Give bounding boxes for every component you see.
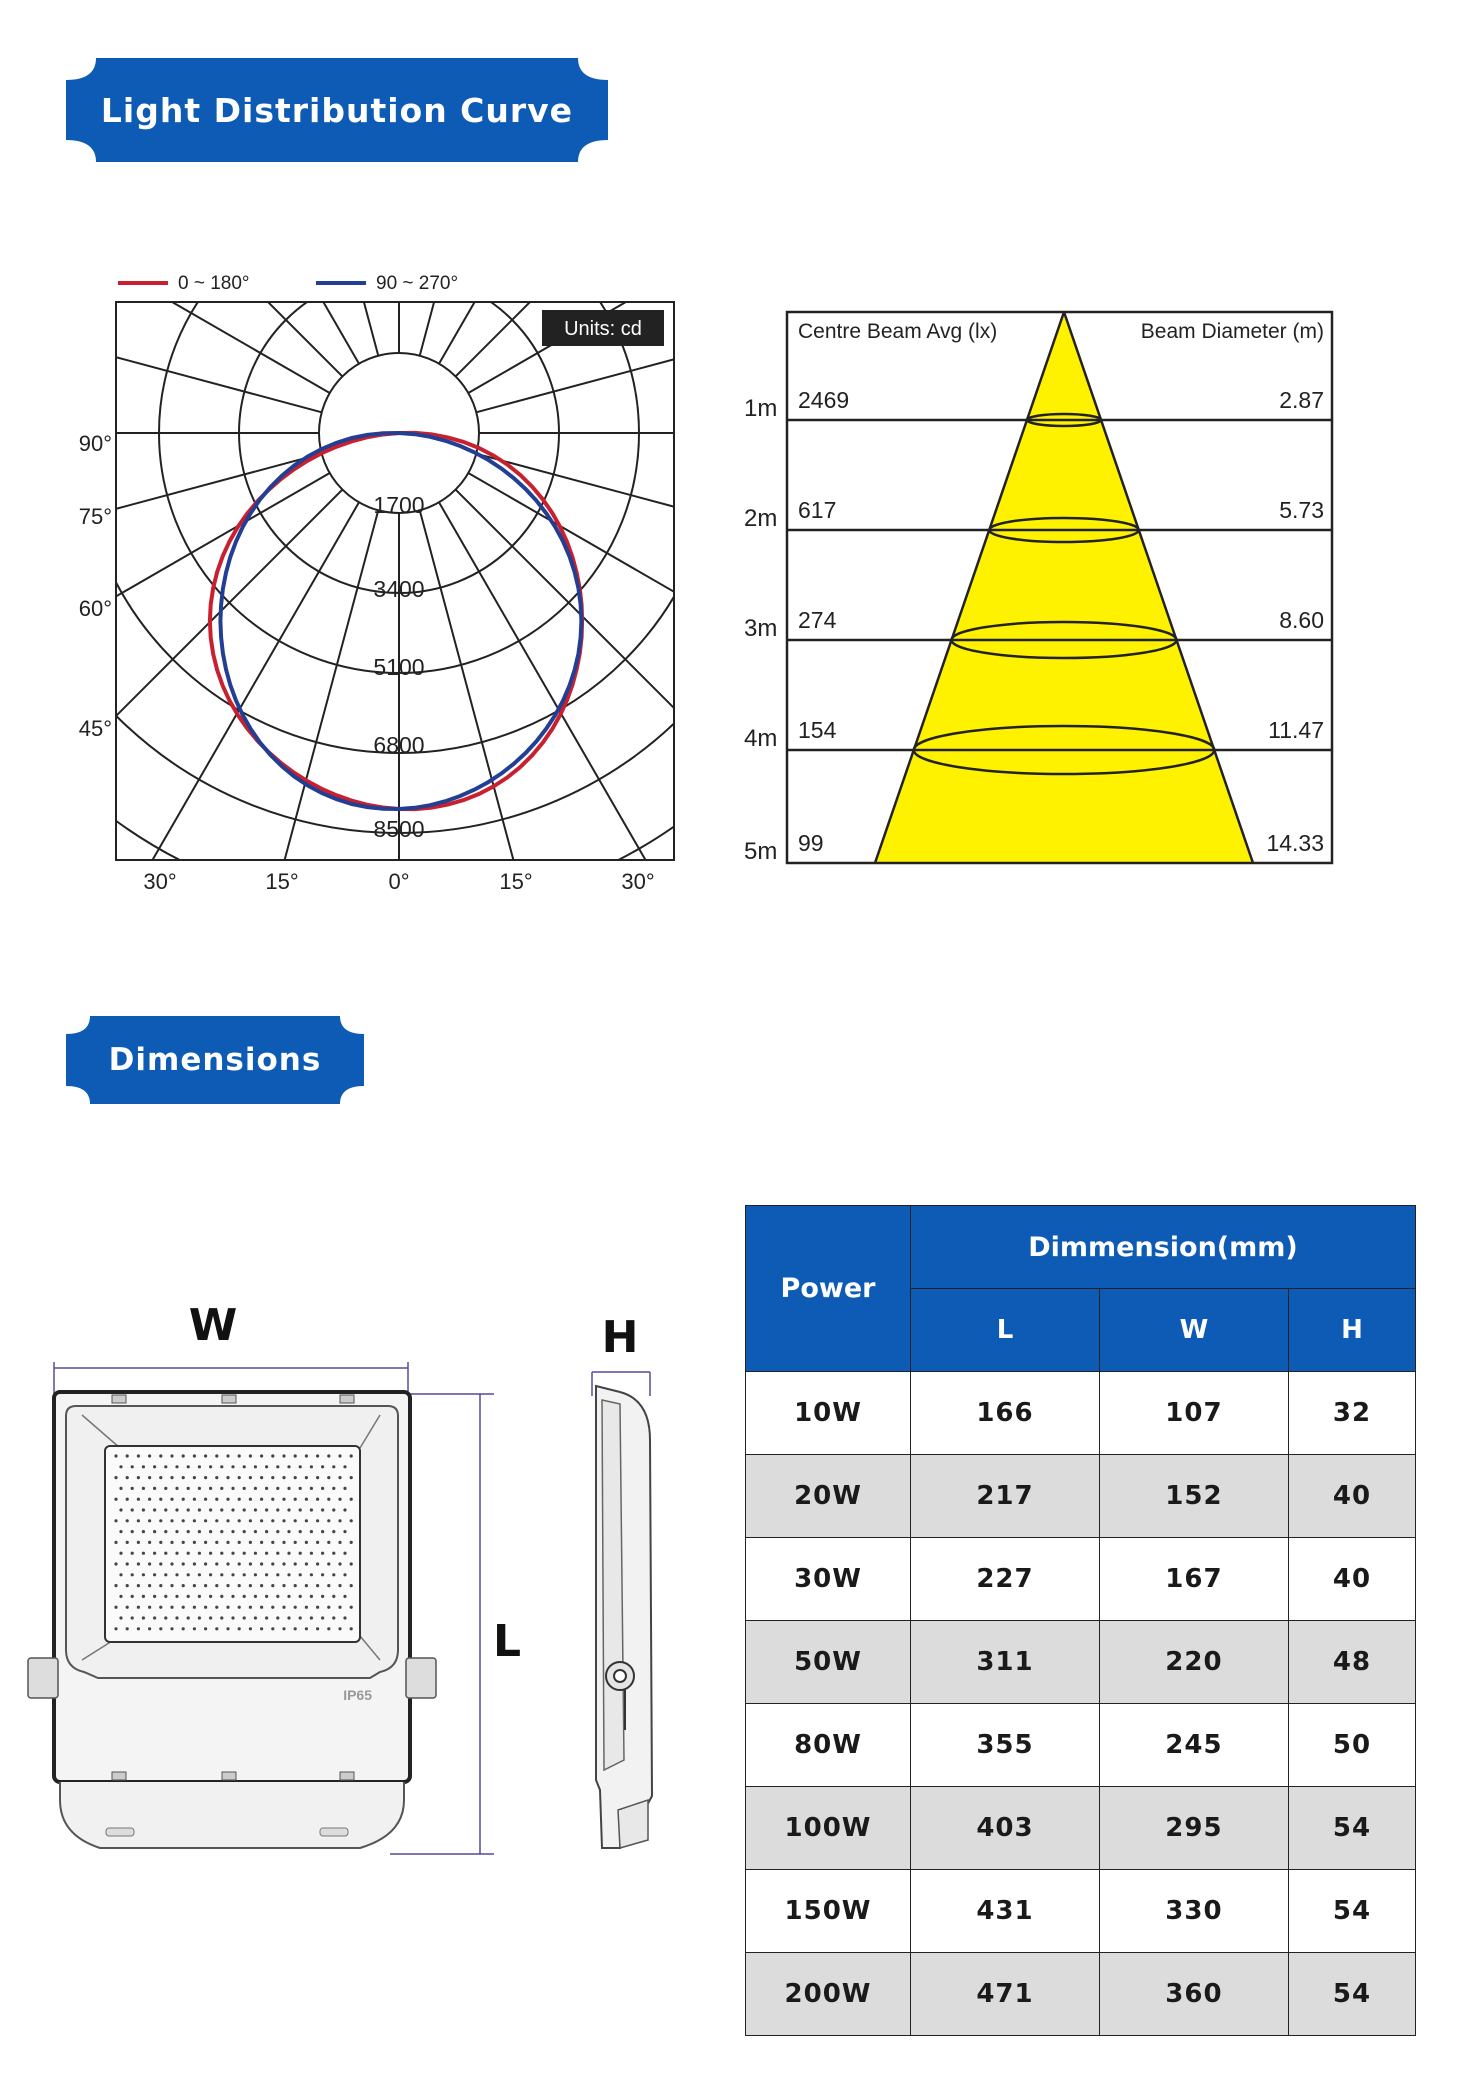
w-cell: 167 — [1099, 1538, 1288, 1621]
front-view — [28, 1392, 436, 1848]
diameter-value: 5.73 — [1279, 497, 1324, 523]
header-l: L — [911, 1289, 1100, 1372]
l-cell: 471 — [911, 1953, 1100, 2036]
beam-header-lux: Centre Beam Avg (lx) — [798, 320, 998, 343]
table-row — [746, 1787, 1416, 1870]
ring-label-5100: 5100 — [373, 654, 425, 680]
h-cell: 54 — [1288, 1870, 1415, 1953]
w-cell: 220 — [1099, 1621, 1288, 1704]
h-cell: 54 — [1288, 1787, 1415, 1870]
dimension-table — [745, 1205, 1416, 2036]
units-label: Units: cd — [564, 318, 642, 340]
table-row — [746, 1538, 1416, 1621]
table-row — [746, 1621, 1416, 1704]
h-cell: 54 — [1288, 1953, 1415, 2036]
w-cell: 245 — [1099, 1704, 1288, 1787]
polar-chart — [60, 265, 700, 905]
ring-label-6800: 6800 — [373, 732, 425, 758]
h-cell: 50 — [1288, 1704, 1415, 1787]
w-cell: 360 — [1099, 1953, 1288, 2036]
power-cell: 150W — [746, 1870, 911, 1953]
h-cell: 32 — [1288, 1372, 1415, 1455]
beam-header-diameter: Beam Diameter (m) — [1140, 320, 1324, 343]
angle-label-90: 90° — [78, 431, 112, 456]
table-row — [746, 1372, 1416, 1455]
header-w: W — [1099, 1289, 1288, 1372]
h-cell: 40 — [1288, 1538, 1415, 1621]
lux-value: 2469 — [798, 387, 850, 413]
h-cell: 48 — [1288, 1621, 1415, 1704]
product-drawings — [20, 1300, 680, 1880]
power-header: Power — [746, 1206, 911, 1372]
width-label: W — [188, 1300, 238, 1351]
beam-chart — [730, 300, 1360, 880]
l-cell: 431 — [911, 1870, 1100, 1953]
distance-label: 2m — [744, 505, 778, 532]
light-distribution-title: Light Distribution Curve — [100, 90, 574, 130]
side-view — [596, 1386, 652, 1848]
light-distribution-banner — [66, 58, 608, 162]
power-cell: 100W — [746, 1787, 911, 1870]
l-cell: 403 — [911, 1787, 1100, 1870]
power-cell: 10W — [746, 1372, 911, 1455]
power-cell: 80W — [746, 1704, 911, 1787]
angle-label-bottom-15-right: 15° — [499, 869, 533, 894]
l-cell: 217 — [911, 1455, 1100, 1538]
power-cell: 30W — [746, 1538, 911, 1621]
angle-label-bottom-30-right: 30° — [621, 869, 655, 894]
dimensions-banner — [66, 1016, 364, 1104]
h-cell: 40 — [1288, 1455, 1415, 1538]
power-cell: 20W — [746, 1455, 911, 1538]
diameter-value: 2.87 — [1279, 387, 1324, 413]
distance-label: 1m — [744, 395, 778, 422]
legend-label-0-180: 0 ~ 180° — [178, 273, 250, 294]
ring-label-1700: 1700 — [373, 492, 425, 518]
l-cell: 355 — [911, 1704, 1100, 1787]
w-cell: 152 — [1099, 1455, 1288, 1538]
lux-value: 617 — [798, 497, 837, 523]
beam-cone — [875, 312, 1253, 863]
lux-value: 154 — [798, 717, 837, 743]
power-cell: 50W — [746, 1621, 911, 1704]
diameter-value: 8.60 — [1279, 607, 1324, 633]
angle-label-75: 75° — [78, 504, 112, 529]
distance-label: 3m — [744, 615, 778, 642]
lux-value: 99 — [798, 830, 824, 856]
w-cell: 107 — [1099, 1372, 1288, 1455]
table-row — [746, 1455, 1416, 1538]
angle-label-bottom-0: 0° — [388, 869, 410, 894]
ring-label-8500: 8500 — [373, 816, 425, 842]
height-label: H — [601, 1312, 639, 1363]
l-cell: 311 — [911, 1621, 1100, 1704]
w-cell: 330 — [1099, 1870, 1288, 1953]
diameter-value: 11.47 — [1268, 717, 1324, 743]
table-row — [746, 1704, 1416, 1787]
l-cell: 227 — [911, 1538, 1100, 1621]
table-row — [746, 1870, 1416, 1953]
dimensions-title: Dimensions — [108, 1042, 322, 1078]
angle-label-60: 60° — [78, 596, 112, 621]
angle-label-bottom-30-left: 30° — [143, 869, 177, 894]
ip-rating-label: IP65 — [343, 1687, 372, 1703]
length-label: L — [492, 1616, 522, 1667]
angle-label-bottom-15-left: 15° — [265, 869, 299, 894]
header-h: H — [1288, 1289, 1415, 1372]
w-cell: 295 — [1099, 1787, 1288, 1870]
legend-label-90-270: 90 ~ 270° — [376, 273, 459, 294]
ring-label-3400: 3400 — [373, 576, 425, 602]
power-cell: 200W — [746, 1953, 911, 2036]
distance-label: 5m — [744, 838, 778, 865]
l-cell: 166 — [911, 1372, 1100, 1455]
table-row — [746, 1953, 1416, 2036]
angle-label-45: 45° — [78, 716, 112, 741]
lux-value: 274 — [798, 607, 837, 633]
diameter-value: 14.33 — [1266, 830, 1324, 856]
dimension-header: Dimmension(mm) — [911, 1206, 1416, 1289]
distance-label: 4m — [744, 725, 778, 752]
